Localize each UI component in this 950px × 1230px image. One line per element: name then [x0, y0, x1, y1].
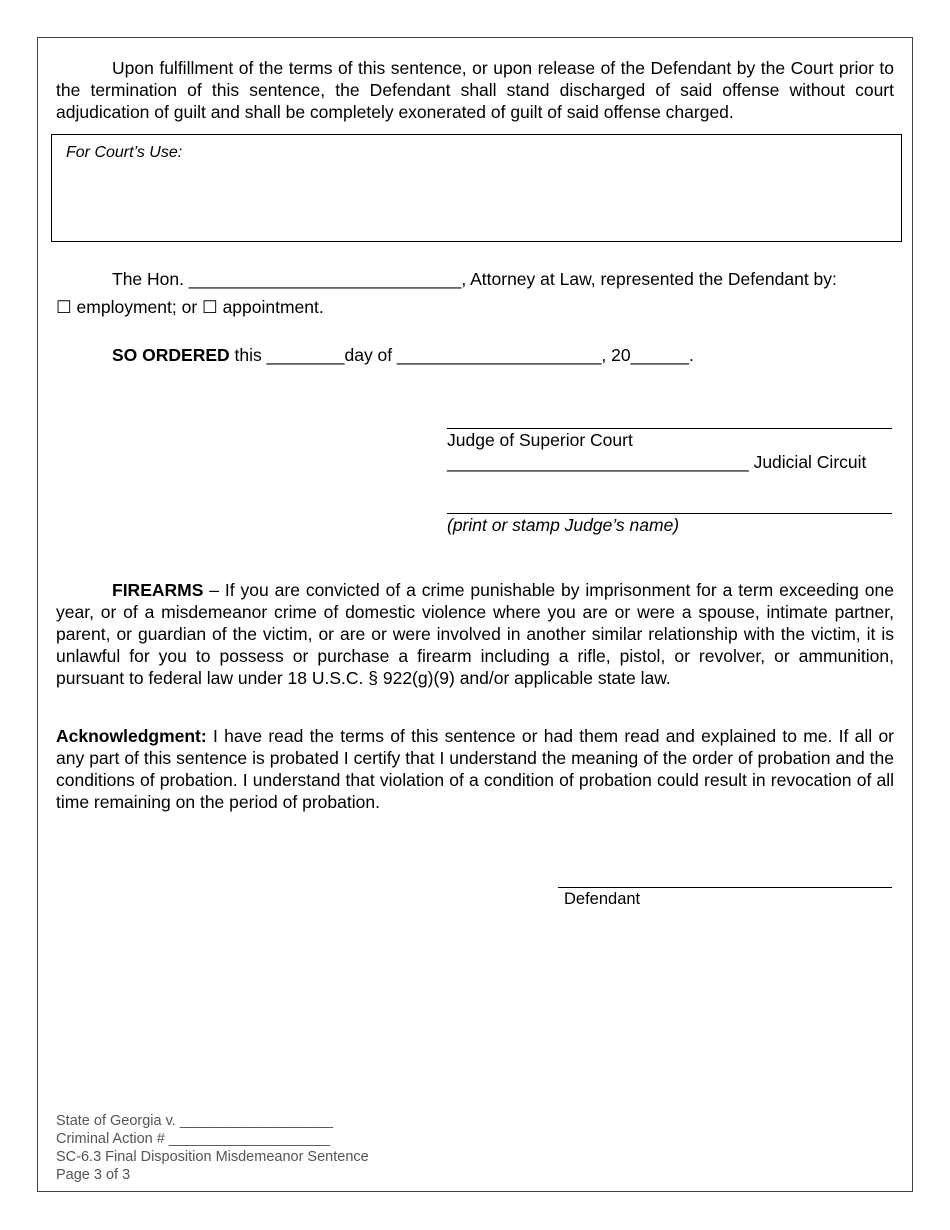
footer-state: State of Georgia v. ___________________: [56, 1113, 334, 1129]
attorney-line: The Hon. ____________________________, Attorney at Law, represented the Defendant by:: [112, 269, 837, 289]
so-ordered-line: [112, 345, 694, 366]
firearms-text: – If you are convicted of a crime punishable by imprisonment for a term exceeding one year, or of a misdemeanor crime of domestic violence where you are or were a spouse, intimate partner, parent, or guardian of the victim, or are or were involved in another similar relationship with the victim, it is unlawful for you to possess or purchase a firearm including a rifle, pistol, or revolver, or ammunition, pursuant to federal law under 18 U.S.C. § 922(g)(9) and/or applicable state law.: [56, 580, 894, 688]
defendant-label: Defendant: [564, 890, 641, 908]
so-ordered-date: this ________day of _____________________, 20______.: [229, 345, 694, 365]
discharge-paragraph: Upon fulfillment of the terms of this sentence, or upon release of the Defendant by the Court prior to the termination of this sentence, the Defendant shall stand discharged of said offense without court adjudication of guilt and shall be completely exonerated of guilt of said offense charged.: [56, 58, 894, 122]
so-ordered-label: SO ORDERED: [112, 345, 230, 365]
judge-title: Judge of Superior Court: [447, 430, 633, 450]
footer-page-number: Page 3 of 3: [56, 1167, 131, 1183]
court-use-label: For Court’s Use:: [66, 144, 183, 161]
footer-form-id: SC-6.3 Final Disposition Misdemeanor Sentence: [56, 1149, 369, 1165]
judge-signature-line: [447, 428, 892, 429]
acknowledgment-label: Acknowledgment:: [56, 726, 207, 746]
firearms-paragraph: [56, 579, 894, 689]
judge-name-line: [447, 513, 892, 514]
acknowledgment-paragraph: [56, 725, 894, 813]
firearms-label: FIREARMS: [112, 580, 204, 600]
judicial-circuit-line: _______________________________ Judicial Circuit: [447, 452, 867, 472]
defendant-signature-line: [558, 887, 892, 888]
footer-criminal-action: Criminal Action # ____________________: [56, 1131, 331, 1147]
court-use-box: [51, 134, 902, 242]
representation-options: ☐ employment; or ☐ appointment.: [56, 297, 324, 317]
acknowledgment-text: I have read the terms of this sentence or had them read and explained to me. If all or any part of this sentence is probated I certify that I understand the meaning of the order of probation and the conditions of probation. I understand that violation of a condition of probation could result in revocation of all time remaining on the period of probation.: [56, 726, 894, 812]
judge-name-caption: (print or stamp Judge’s name): [447, 515, 680, 535]
